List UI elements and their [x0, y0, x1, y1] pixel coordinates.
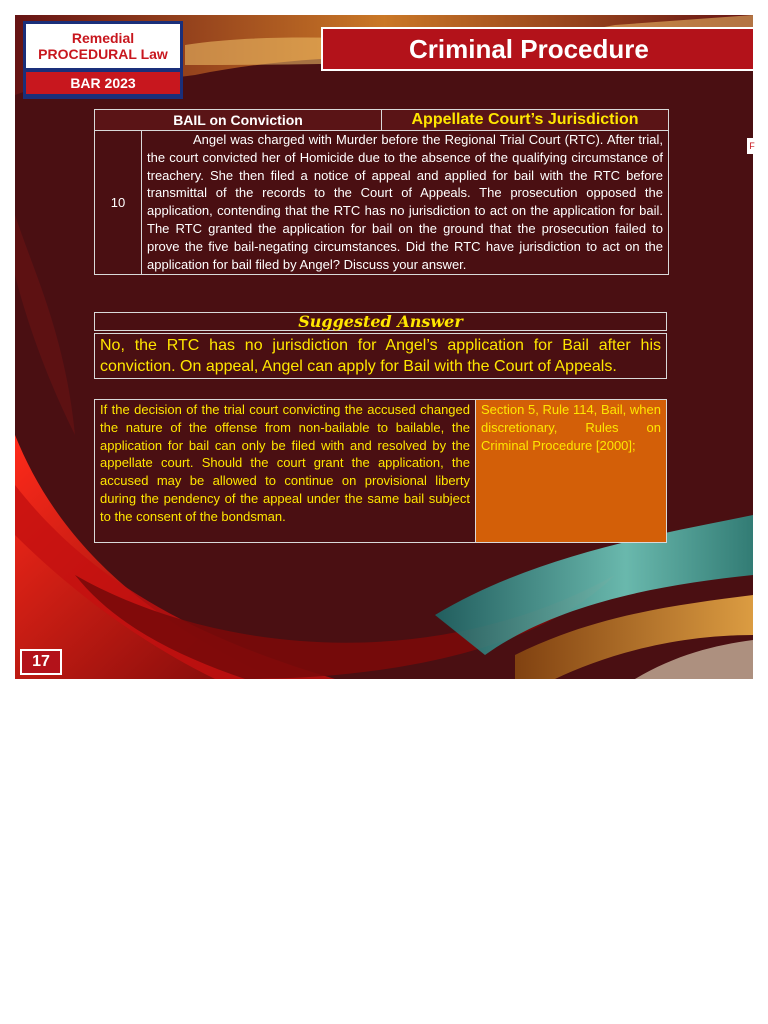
slide: [15, 15, 753, 679]
brand-title: [26, 24, 180, 68]
suggested-answer-text: No, the RTC has no jurisdiction for Angel’s application for Bail after his conviction. On appeal, Angel can apply for Bail with the Court of Appeals.: [94, 333, 667, 379]
brand-line-1: Remedial: [71, 30, 135, 46]
question-text: Angel was charged with Murder before the Regional Trial Court (RTC). After trial, the court convicted her of Homicide due to the absence of the qualifying circumstance of treachery. She then filed a notice of appeal and applied for bail with the RTC before transmittal of the records to the Court of Appeals. The prosecution opposed the application, contending that the RTC has no jurisdiction to act on the application for bail. The RTC granted the application for bail on the ground that the prosecution failed to prove the five bail-negating circumstances. Did the RTC have jurisdiction to act on the application for bail filed by Angel? Discuss your answer.: [147, 132, 663, 272]
page-number: 17: [20, 649, 62, 675]
question-header-row: [95, 110, 668, 131]
question-table: [94, 109, 669, 275]
edge-fragment: F: [747, 138, 757, 154]
suggested-answer-label: Suggested Answer: [94, 312, 667, 331]
bar-year-badge: BAR 2023: [26, 72, 180, 94]
slide-title: Criminal Procedure: [321, 27, 753, 71]
topic-right: Appellate Court’s Jurisdiction: [382, 110, 668, 130]
brand-logo: [23, 21, 183, 99]
brand-line-2: PROCEDURAL Law: [38, 46, 168, 62]
topic-left: BAIL on Conviction: [95, 110, 382, 130]
explanation-text: If the decision of the trial court convicting the accused changed the nature of the offense from non-bailable to bailable, the application for bail can only be filed with and resolved by the appellate court. Should the court grant the application, the accused may be allowed to continue on provisional liberty during the pendency of the appeal under the same bail subject to the consent of the bondsman.: [95, 400, 476, 542]
question-number: 10: [95, 131, 142, 274]
explanation-table: [94, 399, 667, 543]
question-body-row: [95, 131, 668, 274]
legal-reference: Section 5, Rule 114, Bail, when discretionary, Rules on Criminal Procedure [2000];: [476, 400, 666, 542]
